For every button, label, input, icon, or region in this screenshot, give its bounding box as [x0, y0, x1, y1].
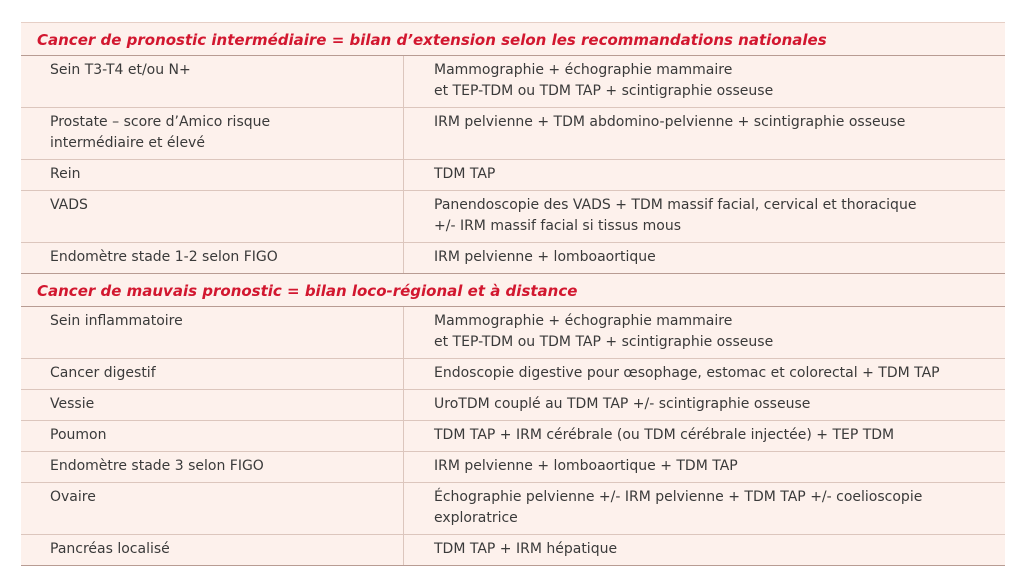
section-header-poor-prognosis: Cancer de mauvais pronostic = bilan loco-régional et à distance: [21, 274, 1005, 307]
cell-text: Mammographie + échographie mammaire: [434, 313, 733, 329]
workup-cell: [404, 56, 1005, 107]
cell-text: VADS: [50, 197, 88, 213]
table-row: [21, 390, 1005, 421]
table-row: [21, 307, 1005, 359]
cell-text: Endoscopie digestive pour œsophage, estomac et colorectal + TDM TAP: [434, 365, 940, 381]
cancer-type-cell: [21, 390, 404, 420]
table-row: [21, 191, 1005, 243]
cell-text: Poumon: [50, 427, 107, 443]
cancer-type-cell: [21, 359, 404, 389]
cell-text: Prostate – score d’Amico risque: [50, 114, 271, 130]
table-row: [21, 421, 1005, 452]
cancer-type-cell: [21, 452, 404, 482]
workup-cell: [404, 160, 1005, 190]
cancer-type-cell: [21, 483, 404, 534]
cell-text: Endomètre stade 3 selon FIGO: [50, 458, 264, 474]
recommendations-table: [21, 22, 1005, 566]
cell-text: Sein inflammatoire: [50, 313, 183, 329]
table-row: [21, 359, 1005, 390]
cancer-type-cell: [21, 535, 404, 565]
table-row: [21, 243, 1005, 274]
cancer-type-cell: [21, 160, 404, 190]
workup-cell: [404, 307, 1005, 358]
workup-cell: [404, 359, 1005, 389]
workup-cell: [404, 390, 1005, 420]
cell-text: et TEP-TDM ou TDM TAP + scintigraphie osseuse: [434, 83, 774, 99]
workup-cell: [404, 483, 1005, 534]
cell-text: intermédiaire et élevé: [50, 135, 205, 151]
cancer-type-cell: [21, 421, 404, 451]
table-row: [21, 452, 1005, 483]
cell-text: et TEP-TDM ou TDM TAP + scintigraphie osseuse: [434, 334, 774, 350]
cell-text: Panendoscopie des VADS + TDM massif facial, cervical et thoracique: [434, 197, 917, 213]
cell-text: IRM pelvienne + lomboaortique: [434, 249, 656, 265]
workup-cell: [404, 452, 1005, 482]
cell-text: UroTDM couplé au TDM TAP +/- scintigraphie osseuse: [434, 396, 811, 412]
workup-cell: [404, 243, 1005, 273]
cancer-type-cell: [21, 307, 404, 358]
section-header-intermediate: Cancer de pronostic intermédiaire = bilan d’extension selon les recommandations nationales: [21, 23, 1005, 56]
table-row: [21, 483, 1005, 535]
cell-text: Ovaire: [50, 489, 96, 505]
cell-text: TDM TAP + IRM cérébrale (ou TDM cérébrale injectée) + TEP TDM: [434, 427, 895, 443]
workup-cell: [404, 108, 1005, 159]
workup-cell: [404, 421, 1005, 451]
cell-text: Mammographie + échographie mammaire: [434, 62, 733, 78]
cell-text: Rein: [50, 166, 81, 182]
cell-text: +/- IRM massif facial si tissus mous: [434, 218, 682, 234]
table-row: [21, 108, 1005, 160]
cell-text: exploratrice: [434, 510, 518, 526]
cancer-type-cell: [21, 243, 404, 273]
cell-text: Cancer digestif: [50, 365, 156, 381]
cell-text: TDM TAP + IRM hépatique: [434, 541, 618, 557]
cell-text: Endomètre stade 1-2 selon FIGO: [50, 249, 278, 265]
cell-text: Échographie pelvienne +/- IRM pelvienne + TDM TAP +/- coelioscopie: [434, 489, 923, 505]
workup-cell: [404, 191, 1005, 242]
cell-text: TDM TAP: [434, 166, 496, 182]
cell-text: IRM pelvienne + TDM abdomino-pelvienne + scintigraphie osseuse: [434, 114, 906, 130]
table-row: [21, 535, 1005, 566]
cell-text: IRM pelvienne + lomboaortique + TDM TAP: [434, 458, 738, 474]
table-row: [21, 160, 1005, 191]
cancer-type-cell: [21, 191, 404, 242]
table-row: [21, 56, 1005, 108]
cell-text: Pancréas localisé: [50, 541, 170, 557]
workup-cell: [404, 535, 1005, 565]
cell-text: Sein T3-T4 et/ou N+: [50, 62, 191, 78]
cell-text: Vessie: [50, 396, 95, 412]
cancer-type-cell: [21, 108, 404, 159]
cancer-type-cell: [21, 56, 404, 107]
